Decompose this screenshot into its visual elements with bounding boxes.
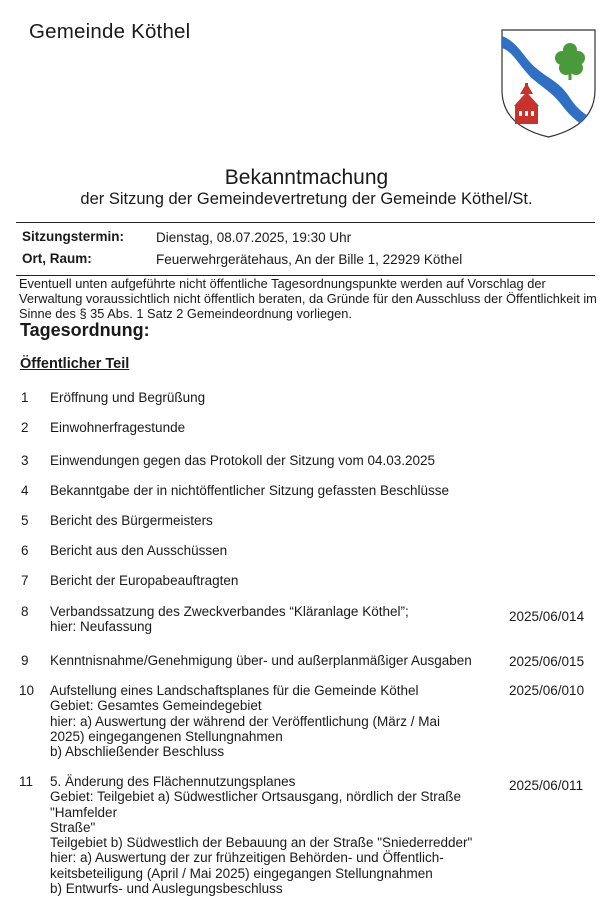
agenda-item-text: Bericht des Bürgermeisters [50,513,213,528]
agenda-item-number: 11 [19,774,34,789]
agenda-item-number: 7 [21,573,29,588]
notice-subtitle: der Sitzung der Gemeindevertretung der Gemeinde Köthel/St. [80,190,533,208]
meeting-date-label: Sitzungstermin: [22,229,125,244]
municipality-name: Gemeinde Köthel [29,20,191,43]
agenda-item-text: Bericht aus den Ausschüssen [50,543,228,558]
agenda-item-text: Einwendungen gegen das Protokoll der Sitzung vom 04.03.2025 [50,453,436,468]
agenda-item-text: Einwohnerfragestunde [50,420,186,435]
agenda-item-text: Bericht der Europabeauftragten [50,573,239,588]
agenda-item-text: Eröffnung und Begrüßung [50,390,206,405]
agenda-item-text: Kenntnisnahme/Genehmigung über- und außerplanmäßiger Ausgaben [50,653,472,668]
agenda-item-reference: 2025/06/015 [509,654,585,669]
agenda-item-text: Verbandssatzung des Zweckverbandes “Kläranlage Köthel”; hier: Neufassung [50,604,409,635]
meeting-date-value: Dienstag, 08.07.2025, 19:30 Uhr [156,230,352,245]
agenda-item-number: 10 [19,683,35,698]
meeting-place-value: Feuerwehrgerätehaus, An der Bille 1, 22929 Köthel [156,252,463,267]
coat-of-arms-icon [500,28,597,139]
agenda-item-number: 2 [21,420,29,435]
divider [16,222,595,223]
agenda-heading: Tagesordnung: [20,320,150,340]
agenda-item-reference: 2025/06/014 [509,609,585,624]
agenda-item-reference: 2025/06/011 [509,778,584,793]
agenda-item-number: 6 [21,543,29,558]
agenda-item-number: 1 [21,390,29,405]
agenda-item-number: 3 [21,453,29,468]
agenda-item-number: 9 [21,653,29,668]
notice-title: Bekanntmachung [224,166,389,189]
intro-paragraph: Eventuell unten aufgeführte nicht öffentliche Tagesordnungspunkte werden auf Vorschlag der Verwaltung voraussichtlich nicht öffentlich beraten, da Gründe für den Ausschluss der Öffentlichkeit im Sinne des § 35 Abs. 1 Satz 2 Gemeindeordnung vorliegen. [19,276,597,321]
agenda-item-text: Bekanntgabe der in nichtöffentlicher Sitzung gefassten Beschlüsse [50,483,450,498]
meeting-place-label: Ort, Raum: [22,251,92,266]
agenda-item-number: 8 [21,604,29,619]
public-part-heading: Öffentlicher Teil [20,356,130,372]
agenda-item-text: 5. Änderung des Flächennutzungsplanes Gebiet: Teilgebiet a) Südwestlicher Ortsausgang, nördlich der Straße "Hamfelder Straße" Teilgebiet b) Südwestlich der Bebauung an der Straße "Sniederredder" hier: a) Auswertung der zur frühzeitigen Behörden- und Öffentlich- keitsbeteiligung (April / Mai 2025) eingegangen Stellungnahmen b) Entwurfs- und Auslegungsbeschluss [50,774,473,897]
agenda-item-reference: 2025/06/010 [509,683,585,698]
agenda-item-number: 5 [21,513,29,528]
agenda-item-number: 4 [21,483,29,498]
agenda-item-text: Aufstellung eines Landschaftsplanes für die Gemeinde Köthel Gebiet: Gesamtes Gemeindegebiet hier: a) Auswertung der während der Veröffentlichung (März / Mai 2025) eingegangenen Stellungnahmen b) Abschließender Beschluss [50,683,440,760]
